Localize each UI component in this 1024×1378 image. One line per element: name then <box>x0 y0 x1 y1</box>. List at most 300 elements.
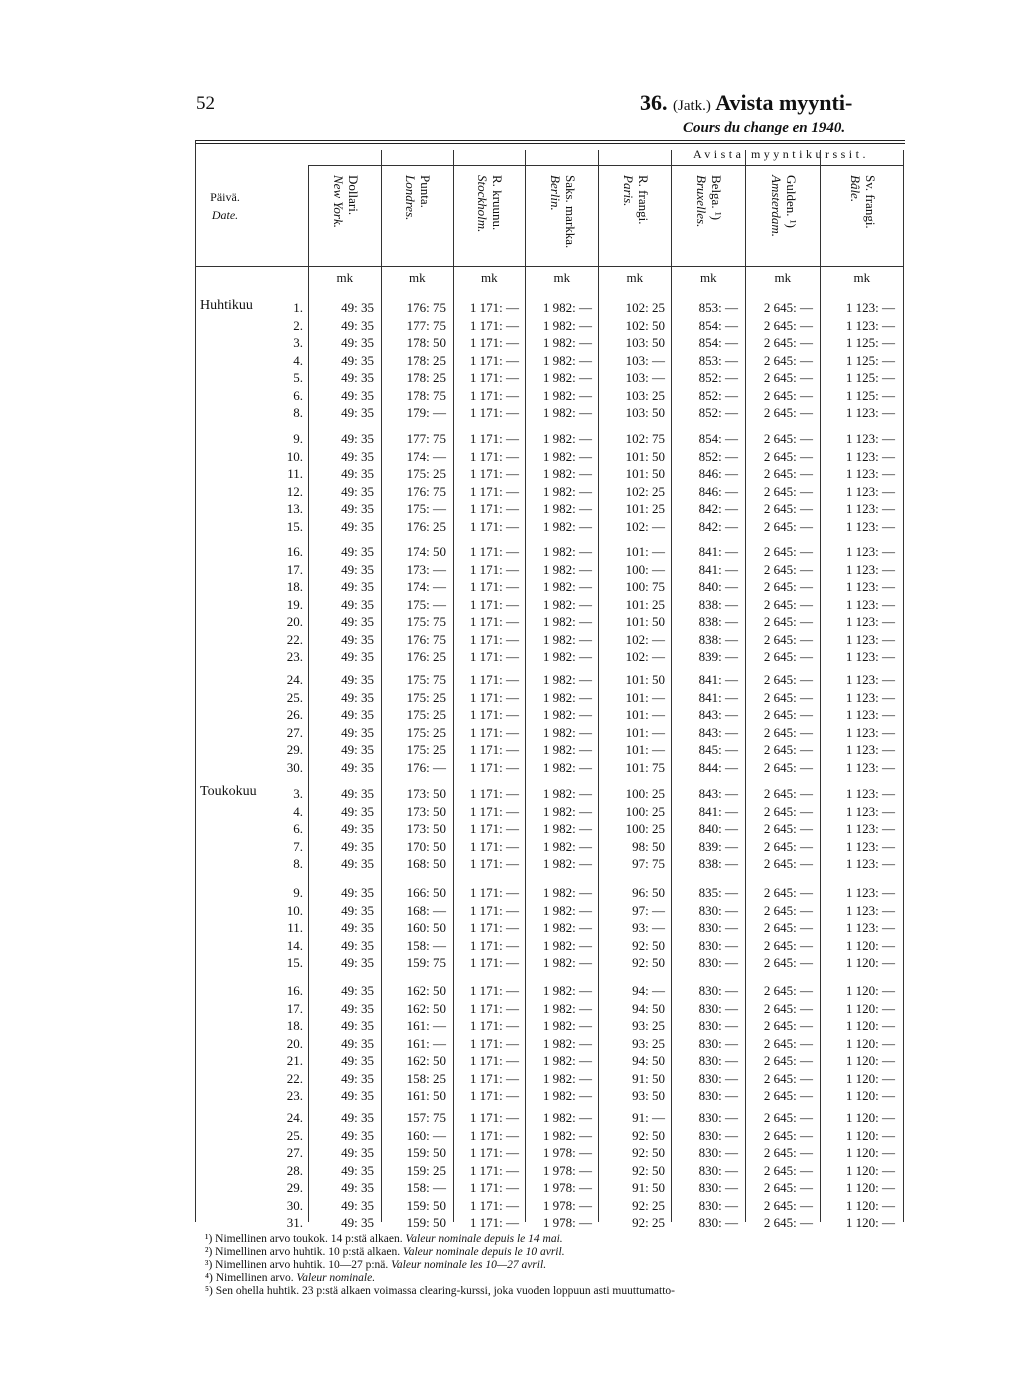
table-cell: 1 171: — <box>469 1070 519 1086</box>
table-cell: 1 123: — <box>845 518 895 534</box>
table-cell: 1 982: — <box>542 387 592 403</box>
table-cell: 173: 50 <box>406 786 446 801</box>
table-cell: 1 171: — <box>469 821 519 836</box>
table-cell: 2 645: — <box>763 885 813 900</box>
day-label: 8. <box>293 856 303 871</box>
column-rule <box>195 140 196 1222</box>
table-cell: 101: 25 <box>625 501 665 516</box>
table-cell: 830: — <box>698 983 738 998</box>
day-label: 10. <box>286 902 303 918</box>
month-label: Huhtikuu <box>200 298 253 313</box>
table-cell: 1 171: — <box>469 370 519 385</box>
table-cell: 1 123: — <box>845 885 895 900</box>
header-bottom-rule <box>195 266 903 267</box>
table-cell: 844: — <box>698 759 738 775</box>
table-cell: 1 171: — <box>469 1000 519 1016</box>
column-header <box>425 175 505 232</box>
table-cell: 830: — <box>698 1162 738 1178</box>
day-label: 9. <box>293 885 303 900</box>
table-cell: 2 645: — <box>763 902 813 918</box>
table-cell: 49: 35 <box>341 1145 374 1160</box>
table-cell: 94: 50 <box>632 1053 665 1068</box>
table-cell: 49: 35 <box>341 672 374 687</box>
table-cell: 170: 50 <box>406 838 446 854</box>
table-cell: 1 123: — <box>845 579 895 594</box>
table-cell: 49: 35 <box>341 561 374 577</box>
table-cell: 49: 35 <box>341 759 374 775</box>
table-cell: 162: 50 <box>406 983 446 998</box>
table-cell: 103: 25 <box>625 387 665 403</box>
table-cell: 830: — <box>698 1070 738 1086</box>
table-cell: 838: — <box>698 614 738 629</box>
column-header-fr: Bâle. <box>847 175 863 203</box>
table-cell: 49: 35 <box>341 1018 374 1033</box>
table-cell: 1 120: — <box>845 1145 895 1160</box>
table-cell: 1 120: — <box>845 1162 895 1178</box>
table-cell: 1 171: — <box>469 856 519 871</box>
table-cell: 175: 25 <box>406 724 446 740</box>
table-cell: 2 645: — <box>763 1215 813 1230</box>
footnote-mark: ¹) <box>205 1233 216 1245</box>
day-label: 1. <box>293 300 303 315</box>
table-cell: 830: — <box>698 1000 738 1016</box>
table-cell: 841: — <box>698 672 738 687</box>
table-cell: 1 171: — <box>469 596 519 612</box>
table-cell: 1 171: — <box>469 544 519 559</box>
table-cell: 1 982: — <box>542 856 592 871</box>
table-cell: 1 982: — <box>542 724 592 740</box>
day-label: 25. <box>286 1127 303 1143</box>
column-header-fi: Gulden. ¹) <box>783 175 799 228</box>
table-cell: 843: — <box>698 786 738 801</box>
table-cell: 91: 50 <box>632 1180 665 1195</box>
table-cell: 1 123: — <box>845 431 895 446</box>
table-cell: 49: 35 <box>341 707 374 722</box>
table-cell: 174: — <box>406 448 446 464</box>
table-cell: 100: — <box>625 561 665 577</box>
table-cell: 102: — <box>625 631 665 647</box>
day-label: 9. <box>293 431 303 446</box>
table-cell: 2 645: — <box>763 614 813 629</box>
table-cell: 1 120: — <box>845 1088 895 1103</box>
table-cell: 840: — <box>698 579 738 594</box>
table-cell: 49: 35 <box>341 483 374 499</box>
day-label: 15. <box>286 518 303 534</box>
day-label: 28. <box>286 1162 303 1178</box>
column-header <box>798 175 878 229</box>
column-header-fi: Belga. ¹) <box>709 175 724 221</box>
table-cell: 1 171: — <box>469 300 519 315</box>
table-cell: 49: 35 <box>341 724 374 740</box>
table-cell: 2 645: — <box>763 317 813 333</box>
table-cell: 49: 35 <box>341 1000 374 1016</box>
day-label: 25. <box>286 689 303 705</box>
day-label: 4. <box>293 352 303 368</box>
table-cell: 1 982: — <box>542 786 592 801</box>
top-rule <box>195 140 905 141</box>
table-cell: 92: 50 <box>632 955 665 970</box>
table-cell: 103: — <box>625 370 665 385</box>
table-cell: 175: 75 <box>406 672 446 687</box>
table-cell: 175: — <box>406 501 446 516</box>
table-cell: 1 171: — <box>469 724 519 740</box>
table-cell: 157: 75 <box>406 1110 446 1125</box>
table-cell: 2 645: — <box>763 300 813 315</box>
column-rule <box>598 150 599 1222</box>
table-cell: 1 982: — <box>542 1000 592 1016</box>
table-cell: 1 123: — <box>845 920 895 935</box>
table-cell: 1 982: — <box>542 902 592 918</box>
table-cell: 49: 35 <box>341 689 374 705</box>
table-cell: 49: 35 <box>341 1070 374 1086</box>
table-cell: 2 645: — <box>763 631 813 647</box>
table-cell: 49: 35 <box>341 518 374 534</box>
table-cell: 2 645: — <box>763 1088 813 1103</box>
table-cell: 852: — <box>698 387 738 403</box>
table-cell: 1 171: — <box>469 501 519 516</box>
table-cell: 1 171: — <box>469 387 519 403</box>
table-cell: 175: 25 <box>406 707 446 722</box>
table-cell: 1 982: — <box>542 614 592 629</box>
table-cell: 854: — <box>698 335 738 350</box>
table-cell: 2 645: — <box>763 707 813 722</box>
day-label: 3. <box>293 786 303 801</box>
table-cell: 1 120: — <box>845 1180 895 1195</box>
table-cell: 176: 25 <box>406 518 446 534</box>
table-cell: 1 982: — <box>542 1088 592 1103</box>
table-cell: 178: 25 <box>406 370 446 385</box>
table-cell: 160: 50 <box>406 920 446 935</box>
table-cell: 2 645: — <box>763 672 813 687</box>
table-cell: 175: 25 <box>406 742 446 757</box>
table-cell: 1 171: — <box>469 885 519 900</box>
column-header-fr: New York. <box>330 175 346 228</box>
column-rule <box>308 165 309 1222</box>
table-cell: 853: — <box>698 300 738 315</box>
day-label: 10. <box>286 448 303 464</box>
day-label: 8. <box>293 405 303 420</box>
table-cell: 1 120: — <box>845 937 895 953</box>
table-cell: 174: — <box>406 579 446 594</box>
page-number: 52 <box>196 93 215 114</box>
table-cell: 177: 75 <box>406 431 446 446</box>
table-cell: 1 171: — <box>469 631 519 647</box>
column-header-fi: Sv. frangi. <box>862 175 878 229</box>
table-cell: 839: — <box>698 838 738 854</box>
table-cell: 2 645: — <box>763 649 813 664</box>
table-cell: 841: — <box>698 689 738 705</box>
table-cell: 2 645: — <box>763 466 813 481</box>
month-label: Toukokuu <box>200 784 257 799</box>
table-cell: 162: 50 <box>406 1053 446 1068</box>
table-cell: 1 123: — <box>845 483 895 499</box>
table-cell: 2 645: — <box>763 786 813 801</box>
table-cell: 102: — <box>625 518 665 534</box>
table-cell: 49: 35 <box>341 1180 374 1195</box>
date-header-fr: Date. <box>211 208 239 222</box>
table-cell: 1 982: — <box>542 1070 592 1086</box>
column-rule <box>903 150 904 1222</box>
title-text: Avista myynti- <box>715 90 853 115</box>
table-cell: 1 982: — <box>542 707 592 722</box>
table-cell: 1 982: — <box>542 1018 592 1033</box>
table-cell: 49: 35 <box>341 631 374 647</box>
table-cell: 93: — <box>632 920 665 935</box>
table-cell: 1 171: — <box>469 1215 519 1230</box>
table-cell: 159: 50 <box>406 1197 446 1213</box>
column-header-fi: R. kruunu. <box>490 175 505 231</box>
day-label: 5. <box>293 370 303 385</box>
table-cell: 1 123: — <box>845 803 895 819</box>
unit-label: mk <box>336 270 354 285</box>
table-cell: 178: 75 <box>406 387 446 403</box>
footnote <box>205 1259 675 1272</box>
table-cell: 838: — <box>698 856 738 871</box>
table-cell: 838: — <box>698 596 738 612</box>
table-cell: 2 645: — <box>763 579 813 594</box>
table-cell: 1 120: — <box>845 1000 895 1016</box>
unit-label: mk <box>553 270 571 285</box>
table-cell: 1 171: — <box>469 483 519 499</box>
day-label: 18. <box>286 579 303 594</box>
table-cell: 175: 75 <box>406 614 446 629</box>
table-cell: 2 645: — <box>763 1197 813 1213</box>
table-cell: 1 171: — <box>469 1145 519 1160</box>
table-cell: 1 982: — <box>542 501 592 516</box>
table-cell: 2 645: — <box>763 596 813 612</box>
column-header-fi: Saks. markka. <box>562 175 578 249</box>
table-cell: 2 645: — <box>763 724 813 740</box>
day-label: 24. <box>286 672 303 687</box>
table-cell: 830: — <box>698 1088 738 1103</box>
table-cell: 1 125: — <box>845 352 895 368</box>
table-cell: 1 125: — <box>845 387 895 403</box>
table-cell: 1 120: — <box>845 955 895 970</box>
table-cell: 158: 25 <box>406 1070 446 1086</box>
table-cell: 49: 35 <box>341 1088 374 1103</box>
table-cell: 1 171: — <box>469 561 519 577</box>
table-cell: 49: 35 <box>341 937 374 953</box>
unit-label: mk <box>853 270 871 285</box>
table-cell: 1 171: — <box>469 1110 519 1125</box>
table-cell: 1 982: — <box>542 352 592 368</box>
table-cell: 1 120: — <box>845 1018 895 1033</box>
table-cell: 1 120: — <box>845 1127 895 1143</box>
table-cell: 1 982: — <box>542 300 592 315</box>
table-cell: 1 171: — <box>469 742 519 757</box>
table-cell: 1 171: — <box>469 1018 519 1033</box>
table-cell: 178: 25 <box>406 352 446 368</box>
table-cell: 835: — <box>698 885 738 900</box>
table-cell: 1 982: — <box>542 483 592 499</box>
table-cell: 852: — <box>698 405 738 420</box>
table-cell: 92: 25 <box>632 1215 665 1230</box>
table-cell: 1 982: — <box>542 649 592 664</box>
table-cell: 830: — <box>698 1215 738 1230</box>
day-label: 24. <box>286 1110 303 1125</box>
table-cell: 1 982: — <box>542 448 592 464</box>
footnote-text-fr: Valeur nominale depuis le 10 avril. <box>402 1246 565 1258</box>
column-header <box>571 175 651 224</box>
footnote-mark: ²) <box>205 1246 216 1258</box>
table-cell: 1 171: — <box>469 902 519 918</box>
table-cell: 49: 35 <box>341 579 374 594</box>
table-cell: 2 645: — <box>763 759 813 775</box>
table-cell: 1 171: — <box>469 1162 519 1178</box>
table-cell: 2 645: — <box>763 1035 813 1051</box>
day-label: 17. <box>286 561 303 577</box>
table-cell: 2 645: — <box>763 1180 813 1195</box>
table-cell: 2 645: — <box>763 803 813 819</box>
table-cell: 2 645: — <box>763 1070 813 1086</box>
table-cell: 1 171: — <box>469 937 519 953</box>
table-cell: 101: — <box>625 742 665 757</box>
table-cell: 1 171: — <box>469 1035 519 1051</box>
table-cell: 158: — <box>406 937 446 953</box>
table-cell: 1 171: — <box>469 1127 519 1143</box>
table-cell: 159: 50 <box>406 1215 446 1230</box>
column-header <box>719 175 799 237</box>
column-header <box>281 175 361 228</box>
column-rule <box>525 150 526 1222</box>
table-cell: 49: 35 <box>341 1035 374 1051</box>
column-header-fr: Bruxelles. <box>694 175 709 228</box>
footnote-text: Nimellinen arvo toukok. 14 p:stä alkaen. <box>215 1233 406 1245</box>
table-cell: 91: — <box>632 1110 665 1125</box>
footnote <box>205 1285 675 1298</box>
table-cell: 49: 35 <box>341 821 374 836</box>
day-label: 11. <box>287 466 303 481</box>
table-cell: 93: 25 <box>632 1035 665 1051</box>
table-cell: 2 645: — <box>763 431 813 446</box>
table-cell: 1 123: — <box>845 707 895 722</box>
column-header-fr: Stockholm. <box>475 175 490 233</box>
table-cell: 102: 75 <box>625 431 665 446</box>
table-cell: 1 123: — <box>845 300 895 315</box>
day-label: 27. <box>286 1145 303 1160</box>
table-cell: 1 171: — <box>469 983 519 998</box>
table-cell: 2 645: — <box>763 483 813 499</box>
table-cell: 830: — <box>698 1018 738 1033</box>
column-header-fr: Berlin. <box>547 175 563 211</box>
table-cell: 2 645: — <box>763 821 813 836</box>
table-cell: 1 120: — <box>845 1215 895 1230</box>
table-cell: 1 123: — <box>845 786 895 801</box>
table-cell: 49: 35 <box>341 786 374 801</box>
table-cell: 1 123: — <box>845 649 895 664</box>
table-cell: 1 123: — <box>845 544 895 559</box>
table-cell: 98: 50 <box>632 838 665 854</box>
table-cell: 176: 25 <box>406 649 446 664</box>
unit-label: mk <box>700 270 717 285</box>
table-cell: 173: 50 <box>406 821 446 836</box>
table-cell: 1 120: — <box>845 1035 895 1051</box>
table-cell: 49: 35 <box>341 405 374 420</box>
table-cell: 1 982: — <box>542 544 592 559</box>
table-cell: 2 645: — <box>763 983 813 998</box>
footnote-mark: ⁵) <box>205 1285 216 1297</box>
table-cell: 93: 50 <box>632 1088 665 1103</box>
day-label: 6. <box>293 821 303 836</box>
table-cell: 1 171: — <box>469 352 519 368</box>
table-cell: 92: 50 <box>632 937 665 953</box>
table-cell: 1 123: — <box>845 821 895 836</box>
table-cell: 101: 50 <box>625 614 665 629</box>
table-subtitle: Cours du change en 1940. <box>683 120 846 136</box>
table-cell: 1 982: — <box>542 1053 592 1068</box>
table-cell: 1 982: — <box>542 335 592 350</box>
table-cell: 49: 35 <box>341 1162 374 1178</box>
table-cell: 2 645: — <box>763 689 813 705</box>
table-cell: 168: 50 <box>406 856 446 871</box>
table-cell: 1 171: — <box>469 1197 519 1213</box>
table-cell: 1 982: — <box>542 742 592 757</box>
table-cell: 1 123: — <box>845 405 895 420</box>
table-cell: 2 645: — <box>763 518 813 534</box>
table-cell: 49: 35 <box>341 596 374 612</box>
table-cell: 1 978: — <box>542 1197 592 1213</box>
day-label: 4. <box>293 803 303 819</box>
table-cell: 49: 35 <box>341 649 374 664</box>
day-label: 29. <box>286 1180 303 1195</box>
column-header-fr: Londres. <box>403 175 418 221</box>
table-cell: 1 171: — <box>469 649 519 664</box>
column-rule <box>745 150 746 1222</box>
table-cell: 49: 35 <box>341 335 374 350</box>
table-cell: 1 171: — <box>469 689 519 705</box>
table-cell: 1 123: — <box>845 596 895 612</box>
table-cell: 49: 35 <box>341 1215 374 1230</box>
table-cell: 1 978: — <box>542 1162 592 1178</box>
table-cell: 842: — <box>698 518 738 534</box>
table-cell: 49: 35 <box>341 448 374 464</box>
table-cell: 1 171: — <box>469 1180 519 1195</box>
table-cell: 843: — <box>698 724 738 740</box>
table-cell: 49: 35 <box>341 352 374 368</box>
table-cell: 1 982: — <box>542 466 592 481</box>
table-cell: 92: 25 <box>632 1197 665 1213</box>
table-cell: 2 645: — <box>763 1145 813 1160</box>
table-cell: 1 978: — <box>542 1215 592 1230</box>
table-cell: 92: 50 <box>632 1162 665 1178</box>
table-cell: 176: 75 <box>406 300 446 315</box>
table-cell: 1 171: — <box>469 431 519 446</box>
table-cell: 1 125: — <box>845 370 895 385</box>
table-cell: 102: 25 <box>625 483 665 499</box>
table-cell: 1 982: — <box>542 596 592 612</box>
table-cell: 173: — <box>406 561 446 577</box>
table-cell: 1 171: — <box>469 803 519 819</box>
table-cell: 1 982: — <box>542 1110 592 1125</box>
top-rule-2 <box>195 143 905 144</box>
table-cell: 830: — <box>698 1053 738 1068</box>
table-cell: 2 645: — <box>763 920 813 935</box>
table-cell: 1 123: — <box>845 561 895 577</box>
table-cell: 1 171: — <box>469 405 519 420</box>
table-cell: 1 982: — <box>542 803 592 819</box>
table-cell: 49: 35 <box>341 1053 374 1068</box>
table-cell: 174: 50 <box>406 544 446 559</box>
table-cell: 49: 35 <box>341 920 374 935</box>
table-cell: 1 171: — <box>469 317 519 333</box>
table-cell: 100: 25 <box>625 821 665 836</box>
table-cell: 1 982: — <box>542 405 592 420</box>
table-cell: 1 123: — <box>845 902 895 918</box>
table-cell: 49: 35 <box>341 501 374 516</box>
day-label: 3. <box>293 335 303 350</box>
table-cell: 158: — <box>406 1180 446 1195</box>
table-cell: 176: — <box>406 759 446 775</box>
